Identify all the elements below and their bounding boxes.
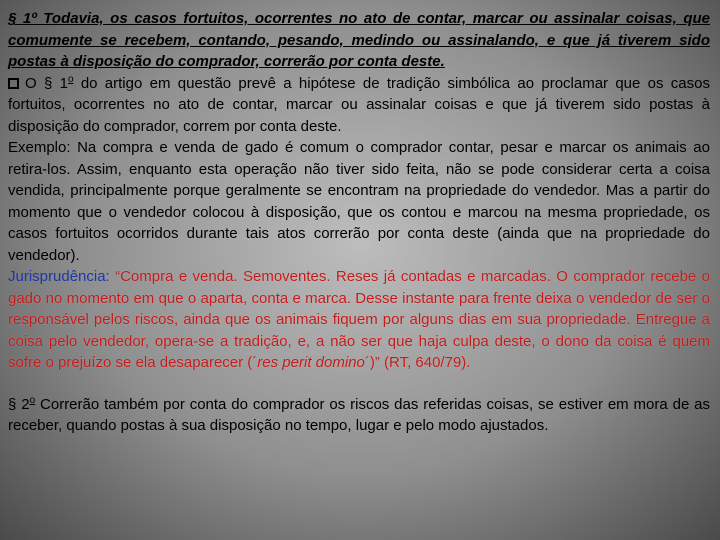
bullet-paragraph: [8, 73, 710, 138]
paragraph2-superscript: o: [29, 394, 36, 406]
paragraph-gap: [8, 374, 710, 394]
bullet-prefix: O § 1: [25, 74, 68, 92]
law-paragraph-2: [8, 394, 710, 437]
bullet-superscript: o: [67, 73, 74, 85]
latin-phrase: res perit domino: [257, 354, 365, 371]
jurisprudence-label: Jurisprudência:: [8, 268, 110, 285]
jurisprudence-citation: ´)” (RT, 640/79).: [364, 354, 471, 371]
jurisprudence-paragraph: [8, 266, 710, 374]
slide-content: [8, 8, 710, 437]
paragraph2-prefix: § 2: [8, 395, 30, 413]
example-paragraph: Exemplo: Na compra e venda de gado é comum o comprador contar, pesar e marcar os animais ao retira-los. Assim, enquanto esta operação não tiver sido feita, não se pode considerar certa a coisa vendida, principalmente porque geralmente se encontram na propriedade do vendedor. Mas a partir do momento que o vendedor colocou à disposição, que os contou e marcou na mesma propriedade, os casos fortuitos ocorridos durante tais atos correrão por conta deste (ainda que na propriedade do vendedor).: [8, 139, 710, 264]
bullet-text: do artigo em questão prevê a hipótese de tradição simbólica ao proclamar que os casos fortuitos, ocorrentes no ato de contar, marcar ou assinalar coisas e que já tiverem sido postas à disposição do comprador, correm por conta deste.: [8, 74, 710, 135]
paragraph2-text: Correrão também por conta do comprador os riscos das referidas coisas, se estiver em mora de as receber, quando postas à sua disposição no tempo, lugar e pelo modo ajustados.: [8, 395, 711, 434]
jurisprudence-text: “Compra e venda. Semoventes. Reses já contadas e marcadas. O comprador recebe o gado no momento em que o aparta, conta e marca. Desse instante para frente deixa o vendedor de ser o responsável pelos riscos, ainda que os animais fiquem por alguns dias em sua propriedade. Entregue a coisa pelo vendedor, opera-se a tradição, e, a não ser que haja culpa deste, o dono da coisa é quem sofre o prejuízo se ela desaparecer (´: [8, 268, 710, 371]
checkbox-bullet-icon: [8, 78, 19, 89]
law-paragraph-1: § 1º Todavia, os casos fortuitos, ocorrentes no ato de contar, marcar ou assinalar coisas, que comumente se recebem, contando, pesando, medindo ou assinalando, e que já tiverem sido postas à disposição do comprador, correrão por conta deste.: [8, 10, 710, 70]
